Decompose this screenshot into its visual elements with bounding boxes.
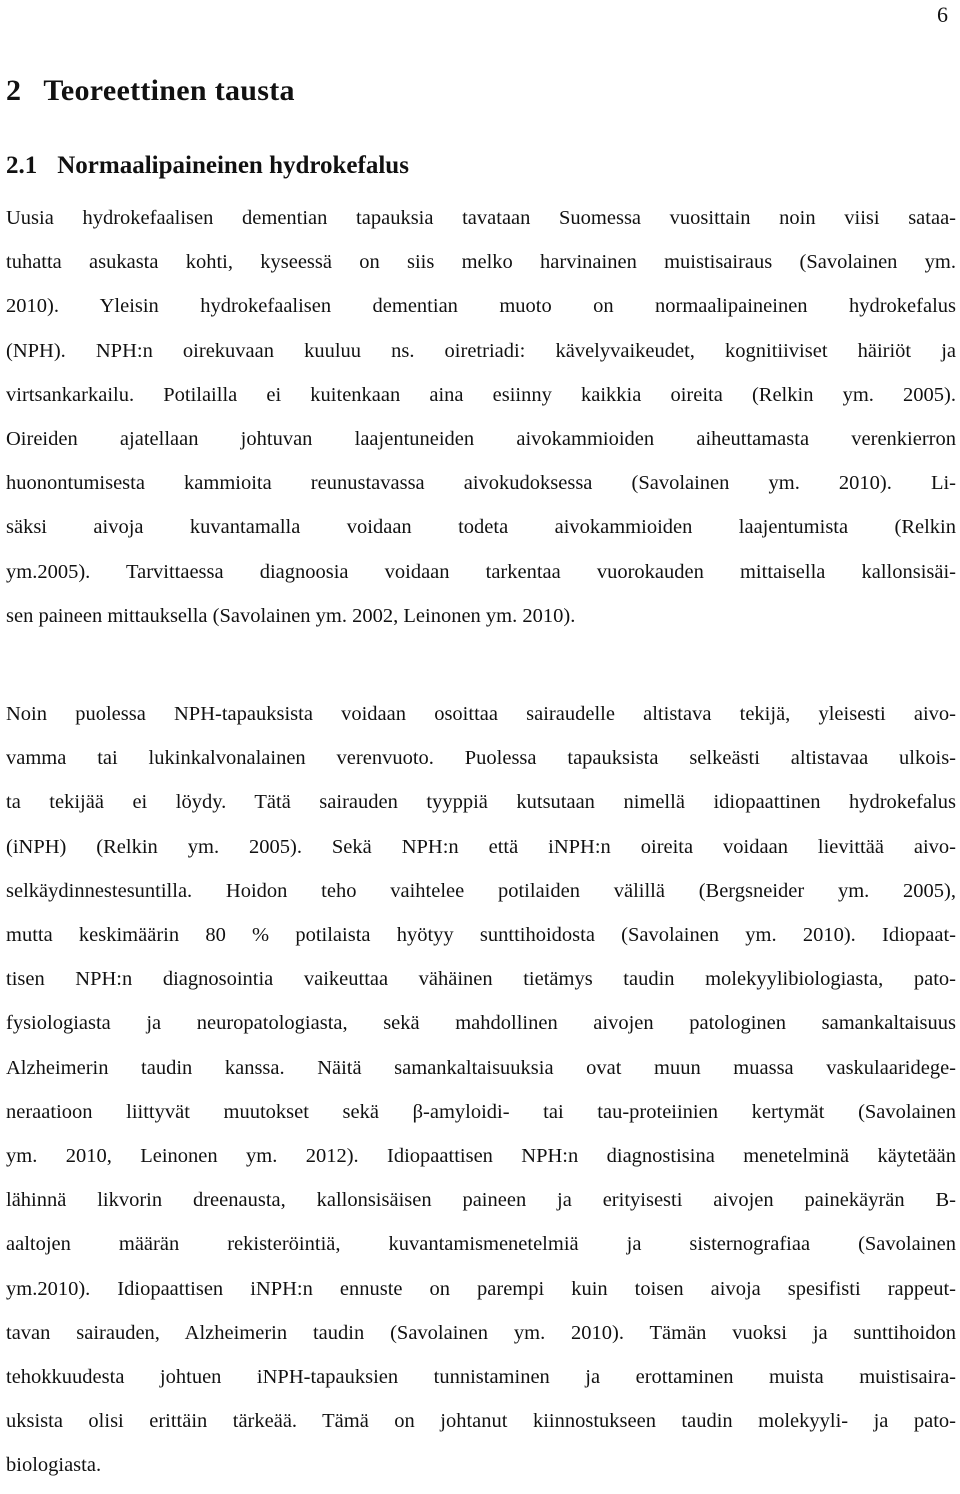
text-line: Oireiden ajatellaan johtuvan laajentuneiden aivokammioiden aiheuttamasta verenkierron [6,428,956,451]
text-line: vamma tai lukinkalvonalainen verenvuoto. Puolessa tapauksista selkeästi altistavaa ulkois- [6,747,956,770]
section-title: Normaalipaineinen hydrokefalus [57,152,409,179]
text-line: biologiasta. [6,1454,102,1477]
chapter-title: Teoreettinen tausta [43,74,295,107]
text-line: tuhatta asukasta kohti, kyseessä on siis melko harvinainen muistisairaus (Savolainen ym. [6,251,956,274]
text-line: neraatioon liittyvät muutokset sekä β-amyloidi- tai tau-proteiinien kertymät (Savolainen [6,1100,956,1123]
text-line: uksista olisi erittäin tärkeää. Tämä on johtanut kiinnostukseen taudin molekyyli- ja pato- [6,1410,956,1433]
text-line: (iNPH) (Relkin ym. 2005). Sekä NPH:n että iNPH:n oireita voidaan lievittää aivo- [6,835,956,858]
text-line: huonontumisesta kammioita reunustavassa aivokudoksessa (Savolainen ym. 2010). Li- [6,472,956,495]
text-line: selkäydinnestesuntilla. Hoidon teho vaihtelee potilaiden välillä (Bergsneider ym. 2005), [6,879,956,902]
section-number: 2.1 [6,152,38,179]
page-number: 6 [937,2,948,27]
section-heading [6,152,409,180]
text-line: sen paineen mittauksella (Savolainen ym. 2002, Leinonen ym. 2010). [6,604,576,627]
text-line: Alzheimerin taudin kanssa. Näitä samankaltaisuuksia ovat muun muassa vaskulaaridege- [6,1056,956,1079]
text-line: ym.2010). Idiopaattisen iNPH:n ennuste on parempi kuin toisen aivoja spesifisti rappeut- [6,1277,956,1300]
chapter-heading [6,74,295,108]
text-line: aaltojen määrän rekisteröintiä, kuvantamismenetelmiä ja sisternografiaa (Savolainen [6,1233,956,1256]
text-line: ta tekijää ei löydy. Tätä sairauden tyyppiä kutsutaan nimellä idiopaattinen hydrokefalus [6,791,956,814]
text-line: ym.2005). Tarvittaessa diagnoosia voidaan tarkentaa vuorokauden mittaisella kallonsisäi- [6,560,956,583]
text-line: tavan sairauden, Alzheimerin taudin (Savolainen ym. 2010). Tämän vuoksi ja sunttihoidon [6,1321,956,1344]
text-line: 2010). Yleisin hydrokefaalisen dementian muoto on normaalipaineinen hydrokefalus [6,295,956,318]
text-line: virtsankarkailu. Potilailla ei kuitenkaan aina esiinny kaikkia oireita (Relkin ym. 2005). [6,383,956,406]
paragraph-1 [6,196,956,638]
text-line: fysiologiasta ja neuropatologiasta, sekä mahdollinen aivojen patologinen samankaltaisuus [6,1012,956,1035]
text-line: lähinnä likvorin dreenausta, kallonsisäisen paineen ja erityisesti aivojen painekäyrän B- [6,1189,956,1212]
chapter-number: 2 [6,74,22,107]
text-line: tehokkuudesta johtuen iNPH-tapauksien tunnistaminen ja erottaminen muista muistisaira- [6,1366,956,1389]
paragraph-2 [6,692,956,1488]
text-line: tisen NPH:n diagnosointia vaikeuttaa vähäinen tietämys taudin molekyylibiologiasta, pato- [6,968,956,991]
text-line: säksi aivoja kuvantamalla voidaan todeta aivokammioiden laajentumista (Relkin [6,516,956,539]
text-line: (NPH). NPH:n oirekuvaan kuuluu ns. oiretriadi: kävelyvaikeudet, kognitiiviset häiriöt ja [6,339,956,362]
text-line: Noin puolessa NPH-tapauksista voidaan osoittaa sairaudelle altistava tekijä, yleisesti aivo- [6,703,956,725]
text-line: Uusia hydrokefaalisen dementian tapauksia tavataan Suomessa vuosittain noin viisi sataa- [6,207,956,229]
text-line: mutta keskimäärin 80 % potilaista hyötyy sunttihoidosta (Savolainen ym. 2010). Idiopaat- [6,924,956,947]
text-line: ym. 2010, Leinonen ym. 2012). Idiopaattisen NPH:n diagnostisina menetelminä käytetään [6,1145,956,1168]
